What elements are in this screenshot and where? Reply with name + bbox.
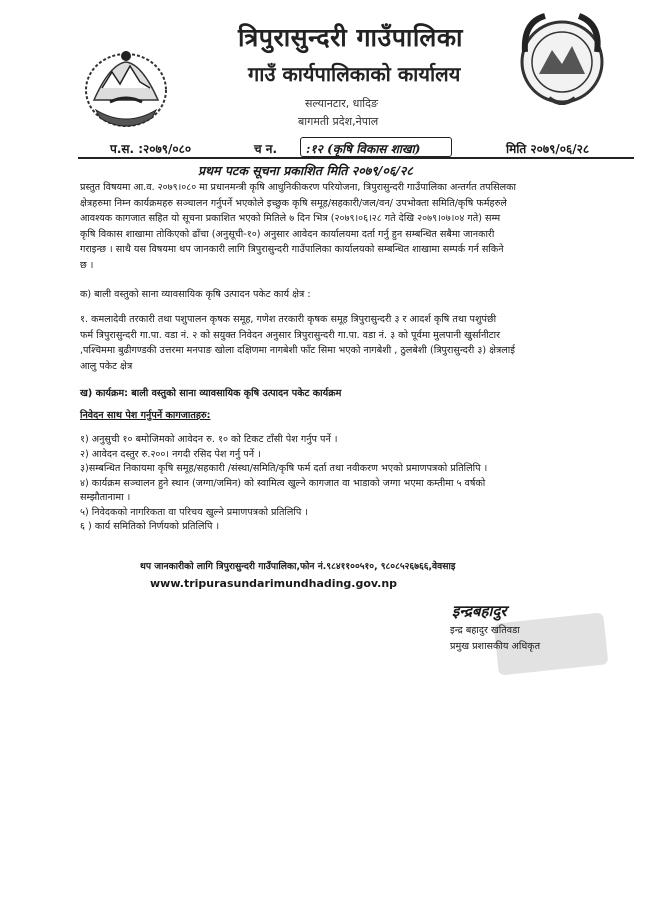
section-a-line: १. कमलादेवी तरकारी तथा पशुपालन कृषक समूह, गणेश तरकारी कृषक समूह त्रिपुरासुन्दरी ३ र आदर्श कृषि तथा पशुपंछी	[80, 314, 497, 325]
section-a-line: आलु पकेट क्षेत्र	[80, 360, 133, 372]
nepal-emblem-logo	[80, 44, 172, 132]
intro-line: गराइन्छ । साथै यस विषयमा थप जानकारी लागि त्रिपुरासुन्दरी गाउँपालिका कार्यालयको सम्बन्धित शाखामा सम्पर्क गर्न सकिने	[80, 244, 504, 256]
section-a-line: ,पश्चिममा बुढीगण्डकी उत्तरमा मनपाङ खोला दक्षिणमा नागबेशी फाँट सिमा भएको नागबेशी , ठुलबेशी (त्रिपुरासुन्दरी ३) क्षेत्रलाई	[80, 345, 515, 357]
documents-list	[80, 433, 634, 535]
section-a-heading: क) बाली वस्तुको साना व्यावसायिक कृषि उत्पादन पकेट कार्य क्षेत्र :	[80, 289, 311, 300]
letter-date: मिति २०७९/०६/२८	[506, 142, 590, 156]
dispatch-number: :१२ (कृषि विकास शाखा)	[306, 142, 421, 156]
address-line-2: बागमती प्रदेश,नेपाल	[298, 115, 379, 128]
signatory-designation: प्रमुख प्रशासकीय अधिकृत	[450, 641, 541, 652]
document-item: ४) कार्यक्रम सञ्चालन हुने स्थान (जग्गा/जमिन) को स्वामित्व खुल्ने कागजात वा भाडाको जग्गा भएमा कम्तीमा ५ वर्षको	[80, 477, 486, 489]
document-item: १) अनुसुची १० बमोजिमको आवेदन रु. १० को टिकट टाँसी पेश गर्नुप पर्ने ।	[80, 434, 338, 445]
intro-line: क्षेत्रहरुमा निम्न कार्यक्रमहरु सञ्चालन गर्नुपर्ने भएकोले इच्छुक कृषि समूह/सहकारी/जल/वन/ उपभोक्ता समिति/कृषि फर्महरुले	[80, 197, 507, 209]
signatory-name: इन्द्र बहादुर खतिवडा	[450, 625, 520, 636]
document-item: सम्झौतानामा ।	[80, 492, 131, 503]
dispatch-label: च न.	[254, 142, 278, 156]
office-seal-stamp	[519, 12, 605, 112]
document-item: ६ ) कार्य समितिको निर्णयको प्रतिलिपि ।	[80, 521, 220, 532]
signature: इन्द्रबहादुर	[452, 602, 507, 620]
reference-number: प.स. :२०७९/०८०	[110, 142, 192, 156]
intro-line: प्रस्तुत विषयमा आ.व. २०७९।०८० मा प्रधानमन्त्री कृषि आधुनिकीकरण परियोजना, त्रिपुरासुन्दरी गाउँपालिका अन्तर्गत तपसिलका	[80, 182, 516, 193]
documents-heading: निवेदन साथ पेश गर्नुपर्ने कागजातहरु:	[80, 410, 211, 421]
contact-line: थप जानकारीको लागि त्रिपुरासुन्दरी गाउँपालिका,फोन नं.९८४११००५१०, ९८०८५२६७६६,वेवसाइ	[140, 561, 456, 572]
office-name: गाउँ कार्यपालिकाको कार्यालय	[248, 62, 461, 86]
section-a-line: फर्म त्रिपुरासुन्दरी गा.पा. वडा नं. २ को सयुक्त निवेदन अनुसार त्रिपुरासुन्दरी गा.पा. वडा नं. ३ को पूर्वमा मुलपानी खुर्सानीटार	[80, 329, 501, 341]
section-b-heading: ख) कार्यक्रम: बाली वस्तुको साना व्यावसायिक कृषि उत्पादन पकेट कार्यक्रम	[80, 388, 342, 399]
section-a-body	[80, 312, 634, 374]
address-line-1: सल्यानटार, धादिङ	[305, 97, 378, 110]
website-link[interactable]: www.tripurasundarimundhading.gov.np	[150, 577, 398, 590]
document-item: २) आवेदन दस्तुर रु.२००। नगदी रसिद पेश गर्नु पर्ने ।	[80, 448, 261, 460]
header-rule	[78, 157, 634, 159]
document-item: ३)सम्बन्धित निकायमा कृषि समूह/सहकारी /संस्था/समिति/कृषि फर्म दर्ता तथा नवीकरण भएको प्रमाणपत्रको प्रतिलिपि ।	[80, 463, 488, 474]
org-name: त्रिपुरासुन्दरी गाउँपालिका	[238, 23, 464, 52]
intro-line: आवश्यक कागजात सहित यो सूचना प्रकाशित भएको मितिले ७ दिन भित्र (२०७९।०६।२८ गते देखि २०७९।०७।०४ गते) सम्म	[80, 213, 501, 225]
notice-title: प्रथम पटक सूचना प्रकाशित मिति २०७९/०६/२८	[198, 163, 413, 178]
dispatch-box	[300, 137, 452, 157]
intro-paragraph	[80, 180, 634, 274]
intro-line: छ ।	[80, 259, 94, 271]
intro-line: कृषि विकास शाखामा तोकिएको ढाँचा (अनुसूची-१०) अनुसार आवेदन कार्यालयमा दर्ता गर्नु हुन सम्बन्धित सबैमा जानकारी	[80, 228, 495, 240]
document-item: ५) निवेदकको नागरिकता वा परिचय खुल्ने प्रमाणपत्रको प्रतिलिपि ।	[80, 506, 309, 518]
